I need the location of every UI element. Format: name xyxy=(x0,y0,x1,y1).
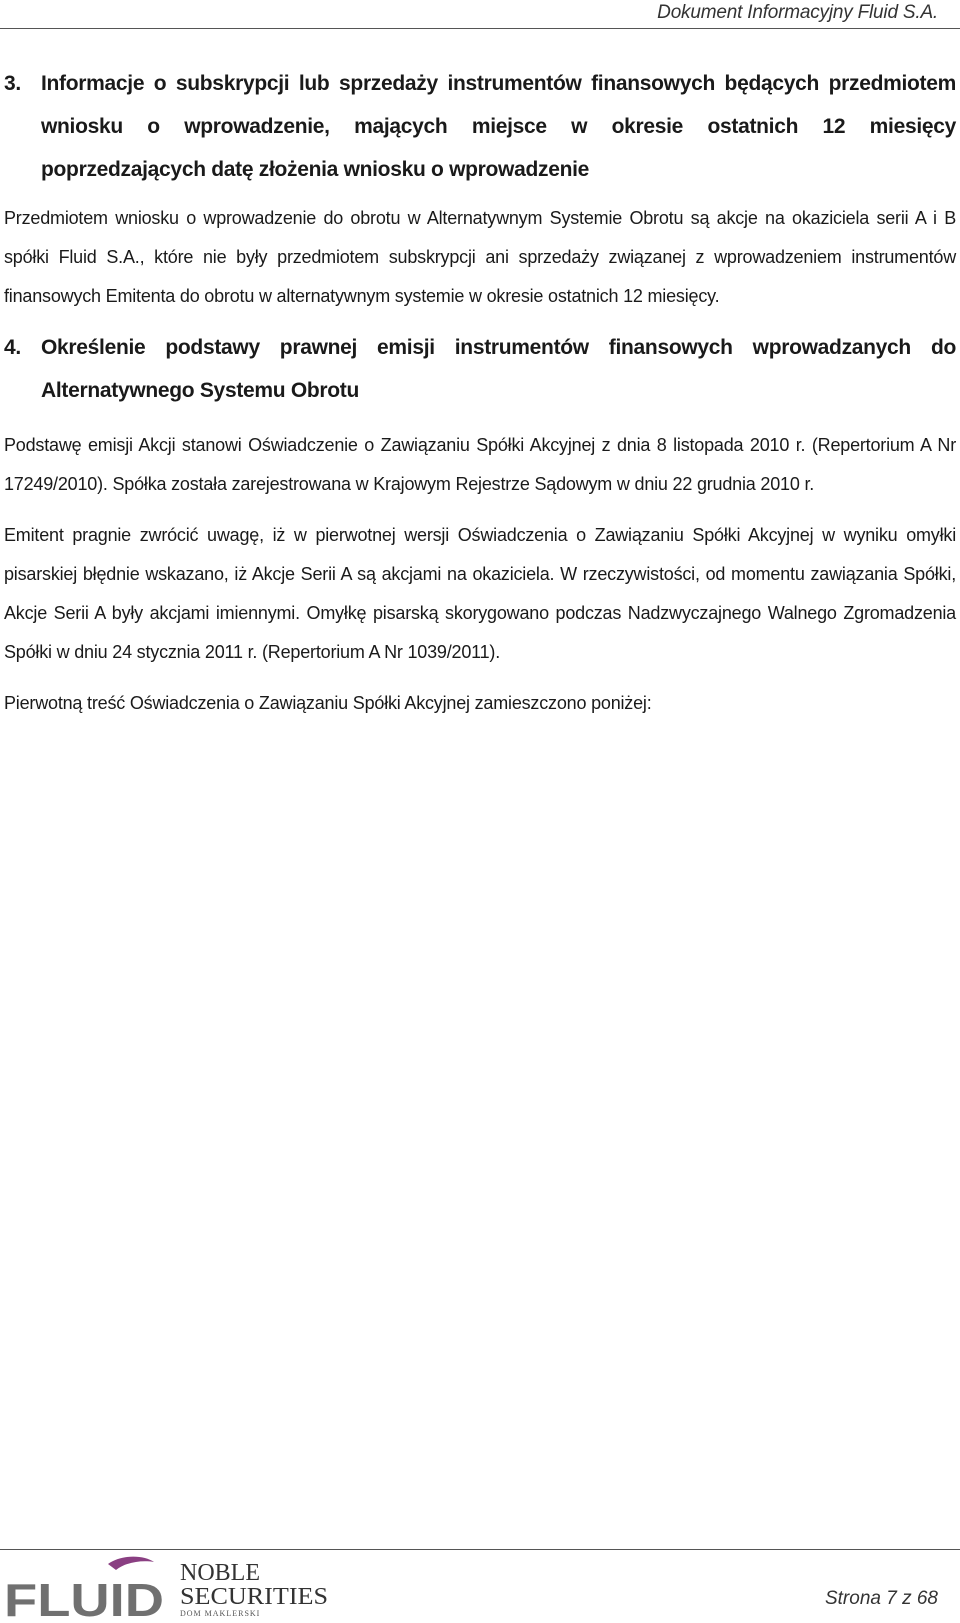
fluid-logo xyxy=(4,1556,172,1620)
section-3-paragraph: Przedmiotem wniosku o wprowadzenie do obrotu w Alternatywnym Systemie Obrotu są akcje na okaziciela serii A i B spółki Fluid S.A., które nie były przedmiotem subskrypcji ani sprzedaży związanej z wprowadzeniem instrumentów finansowych Emitenta do obrotu w alternatywnym systemie w okresie ostatnich 12 miesięcy. xyxy=(4,208,956,306)
noble-securities-logo xyxy=(180,1560,350,1620)
document-title: Dokument Informacyjny Fluid S.A. xyxy=(657,2,938,23)
noble-logo-line2: SECURITIES xyxy=(180,1584,328,1610)
page-footer xyxy=(0,1549,960,1623)
section-heading-text: Informacje o subskrypcji lub sprzedaży instrumentów finansowych będących przedmiotem wniosku o wprowadzenie, mających miejsce w okresie ostatnich 12 miesięcy poprzedzających datę złożenia wniosku o wprowadzenie xyxy=(41,72,956,181)
section-number: 4. xyxy=(4,336,21,359)
noble-logo-line1: NOBLE xyxy=(180,1560,260,1586)
noble-logo-line3: DOM MAKLERSKI xyxy=(180,1609,261,1618)
page-header xyxy=(0,0,960,29)
section-heading-3 xyxy=(4,62,956,191)
section-heading-text: Określenie podstawy prawnej emisji instrumentów finansowych wprowadzanych do Alternatywnego Systemu Obrotu xyxy=(41,336,956,402)
fluid-logo-swoosh xyxy=(108,1557,154,1570)
main-content xyxy=(4,62,956,723)
section-4-paragraph-1: Podstawę emisji Akcji stanowi Oświadczenie o Zawiązaniu Spółki Akcyjnej z dnia 8 listopada 2010 r. (Repertorium A Nr 17249/2010). Spółka została zarejestrowana w Krajowym Rejestrze Sądowym w dniu 22 grudnia 2010 r. xyxy=(4,435,956,494)
section-4-paragraph-2: Emitent pragnie zwrócić uwagę, iż w pierwotnej wersji Oświadczenia o Zawiązaniu Spółki Akcyjnej w wyniku omyłki pisarskiej błędnie wskazano, iż Akcje Serii A są akcjami na okaziciela. W rzeczywistości, od momentu zawiązania Spółki, Akcje Serii A były akcjami imiennymi. Omyłkę pisarską skorygowano podczas Nadzwyczajnego Walnego Zgromadzenia Spółki w dniu 24 stycznia 2011 r. (Repertorium A Nr 1039/2011). xyxy=(4,525,956,662)
page-number: Strona 7 z 68 xyxy=(824,1588,938,1609)
section-heading-4 xyxy=(4,326,956,412)
section-number: 3. xyxy=(4,72,21,95)
fluid-logo-wordmark: FLUID xyxy=(4,1574,164,1620)
section-4-paragraph-3: Pierwotną treść Oświadczenia o Zawiązaniu Spółki Akcyjnej zamieszczono poniżej: xyxy=(4,693,652,713)
